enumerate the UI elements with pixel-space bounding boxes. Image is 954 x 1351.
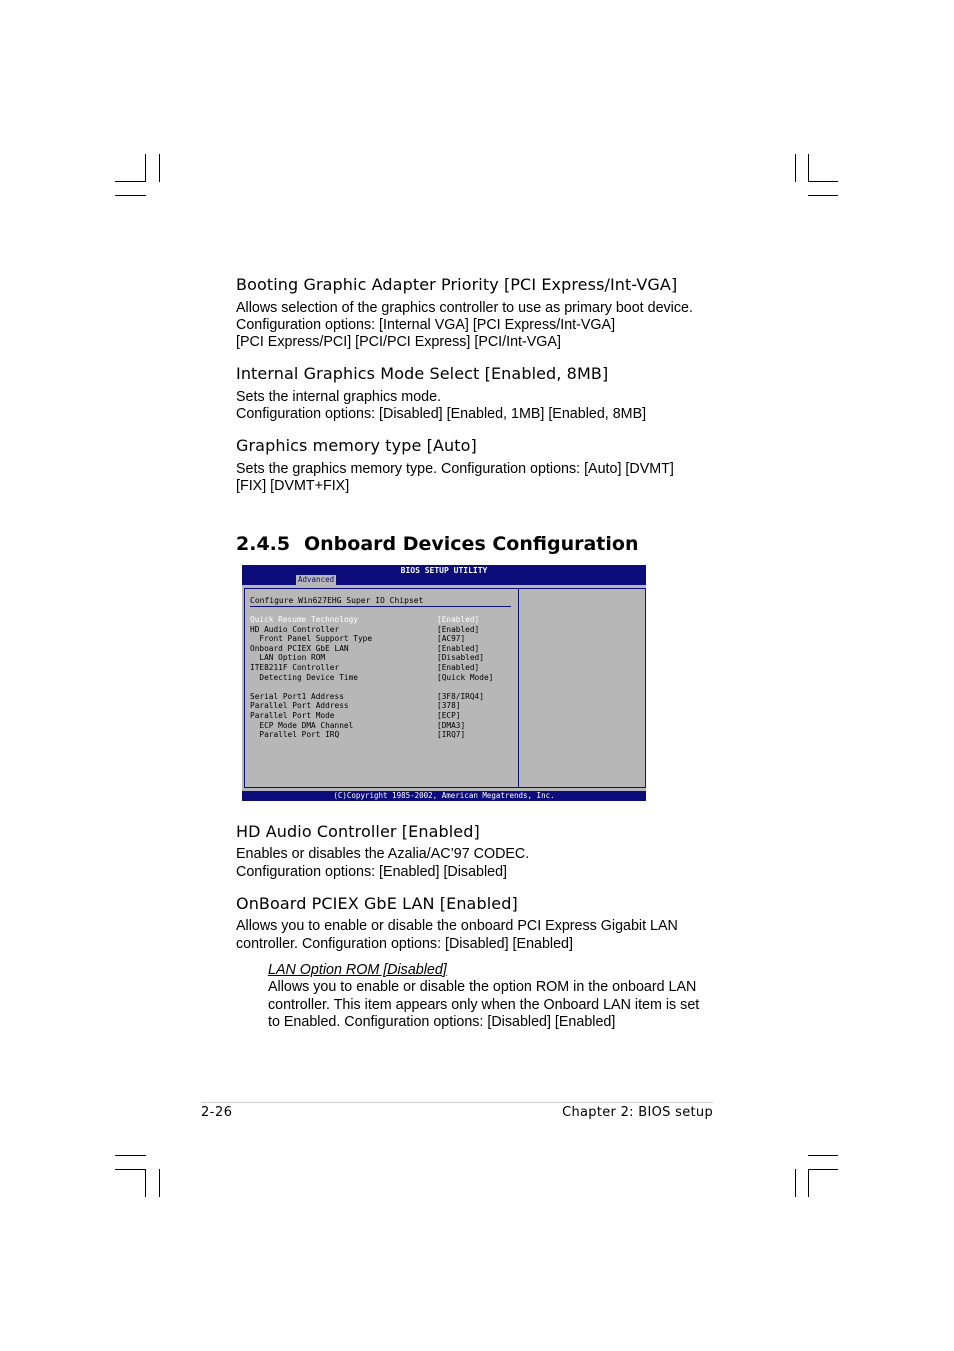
internal-graphics-text-1: Sets the internal graphics mode. (236, 389, 442, 405)
bios-option-value: [Enabled] (437, 662, 480, 672)
bios-option-value: [Enabled] (437, 615, 480, 624)
bios-option-label: Onboard PCIEX GbE LAN (250, 643, 349, 653)
bios-option-row[interactable] (250, 625, 516, 635)
crop-mark (795, 1169, 796, 1197)
crop-mark (145, 154, 146, 182)
bios-option-row (250, 682, 516, 692)
bios-option-label: HD Audio Controller (250, 624, 340, 634)
chapter-label: Chapter 2: BIOS setup (562, 1105, 713, 1120)
section-title (236, 533, 638, 555)
bios-option-label: Parallel Port IRQ (250, 730, 340, 740)
page-number: 2-26 (201, 1105, 233, 1120)
lan-rom-text-2: controller. This item appears only when the Onboard LAN item is set (268, 997, 700, 1013)
bios-option-value: [Quick Mode] (437, 672, 494, 682)
bios-status-bar (242, 791, 646, 801)
lan-text-1: Allows you to enable or disable the onboard PCI Express Gigabit LAN (236, 918, 678, 934)
hd-audio-text-1: Enables or disables the Azalia/AC’97 CODEC. (236, 846, 530, 862)
bios-option-label: ECP Mode DMA Channel (250, 720, 354, 730)
bios-option-value: [ECP] (437, 710, 461, 720)
crop-mark (115, 195, 146, 196)
crop-mark (808, 1155, 838, 1156)
bios-option-label: Quick Resume Technology (250, 615, 358, 624)
bios-option-row[interactable] (250, 644, 516, 654)
crop-mark (795, 154, 796, 182)
bios-option-value: [3F8/IRQ4] (437, 691, 484, 701)
bios-option-label: ITE8211F Controller (250, 662, 340, 672)
bios-panel-heading: Configure Win627EHG Super IO Chipset (250, 596, 424, 605)
bios-option-row[interactable] (250, 721, 516, 731)
bios-tab-advanced[interactable]: Advanced (298, 575, 335, 584)
bios-option-label: Serial Port1 Address (250, 691, 344, 701)
internal-graphics-heading: Internal Graphics Mode Select [Enabled, 8MB] (236, 364, 609, 383)
bios-divider (250, 606, 511, 607)
bios-title-bar (242, 565, 646, 585)
crop-mark (115, 181, 146, 182)
crop-mark (145, 1169, 146, 1197)
bios-option-value: [IRQ7] (437, 730, 466, 740)
bios-option-value: [AC97] (437, 634, 466, 644)
memory-type-text-2: [FIX] [DVMT+FIX] (236, 478, 350, 494)
crop-mark (808, 1169, 809, 1197)
lan-rom-subheading: LAN Option ROM [Disabled] (268, 962, 447, 978)
lan-rom-text-3: to Enabled. Configuration options: [Disabled] [Enabled] (268, 1014, 616, 1030)
booting-text-2: Configuration options: [Internal VGA] [PCI Express/Int-VGA] (236, 317, 616, 333)
bios-option-label: Detecting Device Time (250, 672, 358, 682)
section-name: Onboard Devices Configuration (304, 533, 639, 555)
bios-option-row[interactable] (250, 663, 516, 673)
bios-option-value: [Disabled] (437, 653, 484, 663)
bios-option-row[interactable] (250, 701, 516, 711)
bios-option-value: [DMA3] (437, 720, 466, 730)
section-number: 2.4.5 (236, 533, 291, 555)
internal-graphics-text-2: Configuration options: [Disabled] [Enabled, 1MB] [Enabled, 8MB] (236, 406, 647, 422)
crop-mark (115, 1155, 146, 1156)
memory-type-heading: Graphics memory type [Auto] (236, 436, 477, 455)
booting-heading: Booting Graphic Adapter Priority [PCI Express/Int-VGA] (236, 275, 678, 294)
crop-mark (808, 195, 838, 196)
crop-mark (808, 181, 838, 182)
booting-text-3: [PCI Express/PCI] [PCI/PCI Express] [PCI/Int-VGA] (236, 334, 561, 350)
bios-option-value: [Enabled] (437, 643, 480, 653)
crop-mark (115, 1169, 146, 1170)
lan-text-2: controller. Configuration options: [Disabled] [Enabled] (236, 936, 573, 952)
crop-mark (159, 154, 160, 182)
bios-help-panel (518, 588, 646, 788)
footer-divider (201, 1102, 713, 1103)
bios-option-label: Parallel Port Address (250, 701, 349, 711)
bios-option-row[interactable] (250, 615, 516, 625)
bios-option-row[interactable] (250, 653, 516, 663)
bios-title: BIOS SETUP UTILITY (400, 566, 488, 575)
lan-rom-text-1: Allows you to enable or disable the option ROM in the onboard LAN (268, 979, 697, 995)
bios-options-list (250, 615, 516, 740)
hd-audio-text-2: Configuration options: [Enabled] [Disabled] (236, 864, 508, 880)
booting-text-1: Allows selection of the graphics controller to use as primary boot device. (236, 300, 693, 316)
bios-option-value: [Enabled] (437, 624, 480, 634)
crop-mark (159, 1169, 160, 1197)
bios-option-row[interactable] (250, 730, 516, 740)
bios-option-row[interactable] (250, 634, 516, 644)
hd-audio-heading: HD Audio Controller [Enabled] (236, 822, 480, 841)
bios-option-value: [378] (437, 701, 461, 711)
bios-option-row[interactable] (250, 711, 516, 721)
bios-option-label: LAN Option ROM (250, 653, 326, 663)
lan-heading: OnBoard PCIEX GbE LAN [Enabled] (236, 894, 518, 913)
bios-option-row[interactable] (250, 673, 516, 683)
bios-copyright: (C)Copyright 1985-2002, American Megatrends, Inc. (333, 791, 555, 800)
memory-type-text-1: Sets the graphics memory type. Configuration options: [Auto] [DVMT] (236, 461, 674, 477)
bios-option-row[interactable] (250, 692, 516, 702)
crop-mark (808, 1169, 838, 1170)
crop-mark (808, 154, 809, 182)
bios-screenshot (242, 565, 646, 801)
bios-option-label: Front Panel Support Type (250, 634, 373, 644)
bios-option-label: Parallel Port Mode (250, 710, 335, 720)
